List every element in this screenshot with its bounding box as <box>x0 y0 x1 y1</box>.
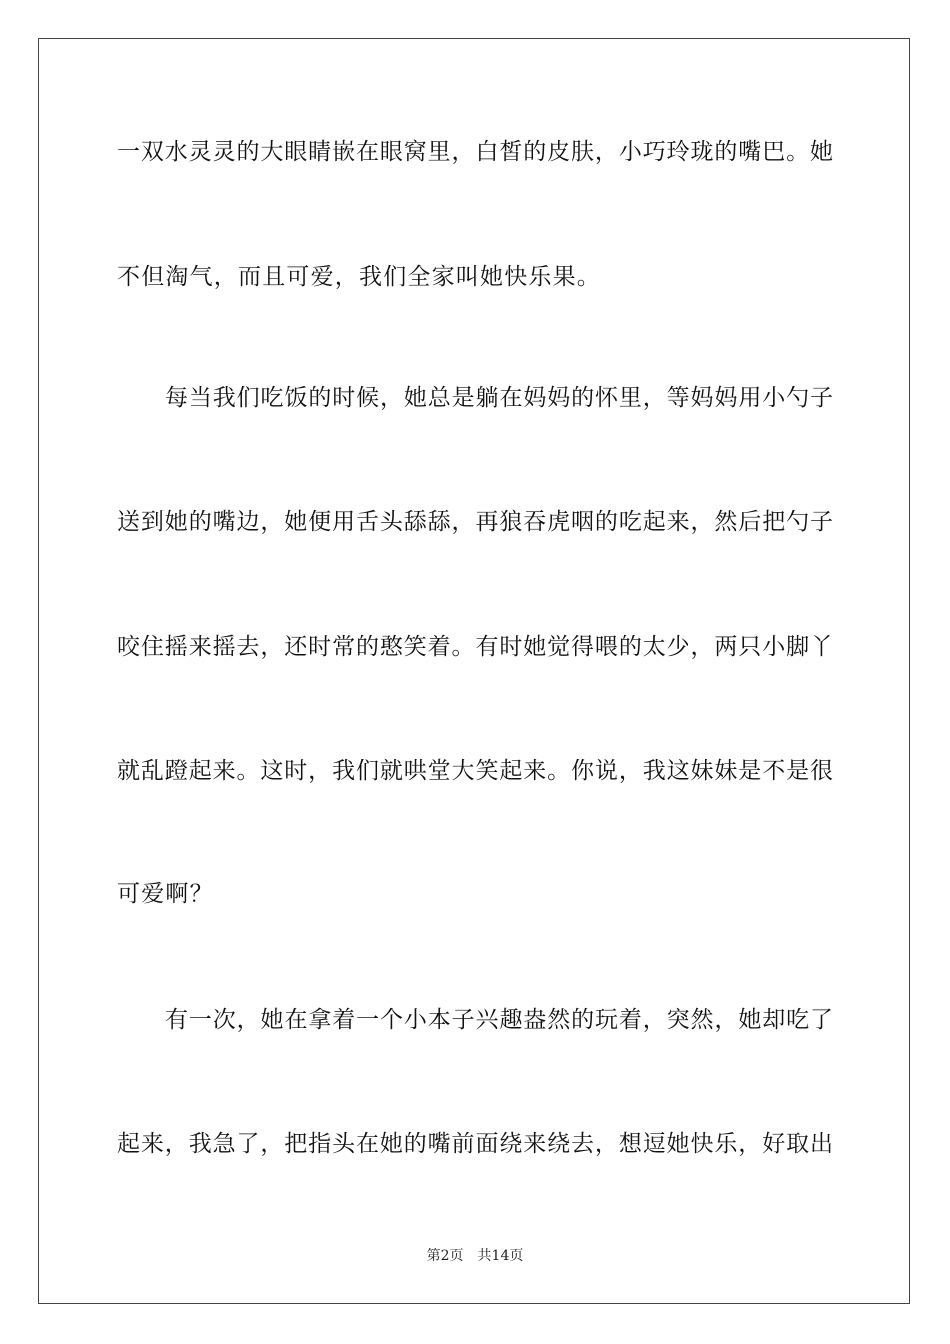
paragraph-line: 咬住摇来摇去，还时常的憨笑着。有时她觉得喂的太少，两只小脚丫 <box>117 634 833 660</box>
page-footer <box>0 1247 950 1265</box>
paragraph-line: 一双水灵灵的大眼睛嵌在眼窝里，白皙的皮肤，小巧玲珑的嘴巴。她 <box>117 139 833 165</box>
paragraph-line: 不但淘气，而且可爱，我们全家叫她快乐果。 <box>117 264 601 290</box>
page-border <box>38 38 910 1304</box>
paragraph-line: 有一次，她在拿着一个小本子兴趣盎然的玩着，突然，她却吃了 <box>165 1007 833 1033</box>
paragraph-line: 送到她的嘴边，她便用舌头舔舔，再狼吞虎咽的吃起来，然后把勺子 <box>117 509 833 535</box>
paragraph-line: 起来，我急了，把指头在她的嘴前面绕来绕去，想逗她快乐，好取出 <box>117 1131 833 1157</box>
paragraph-line: 就乱蹬起来。这时，我们就哄堂大笑起来。你说，我这妹妹是不是很 <box>117 758 833 784</box>
page-number: 第2页 <box>426 1248 464 1264</box>
page-total: 共14页 <box>477 1248 524 1264</box>
paragraph-line: 可爱啊？ <box>117 881 214 907</box>
paragraph-line: 每当我们吃饭的时候，她总是躺在妈妈的怀里，等妈妈用小勺子 <box>165 385 833 411</box>
